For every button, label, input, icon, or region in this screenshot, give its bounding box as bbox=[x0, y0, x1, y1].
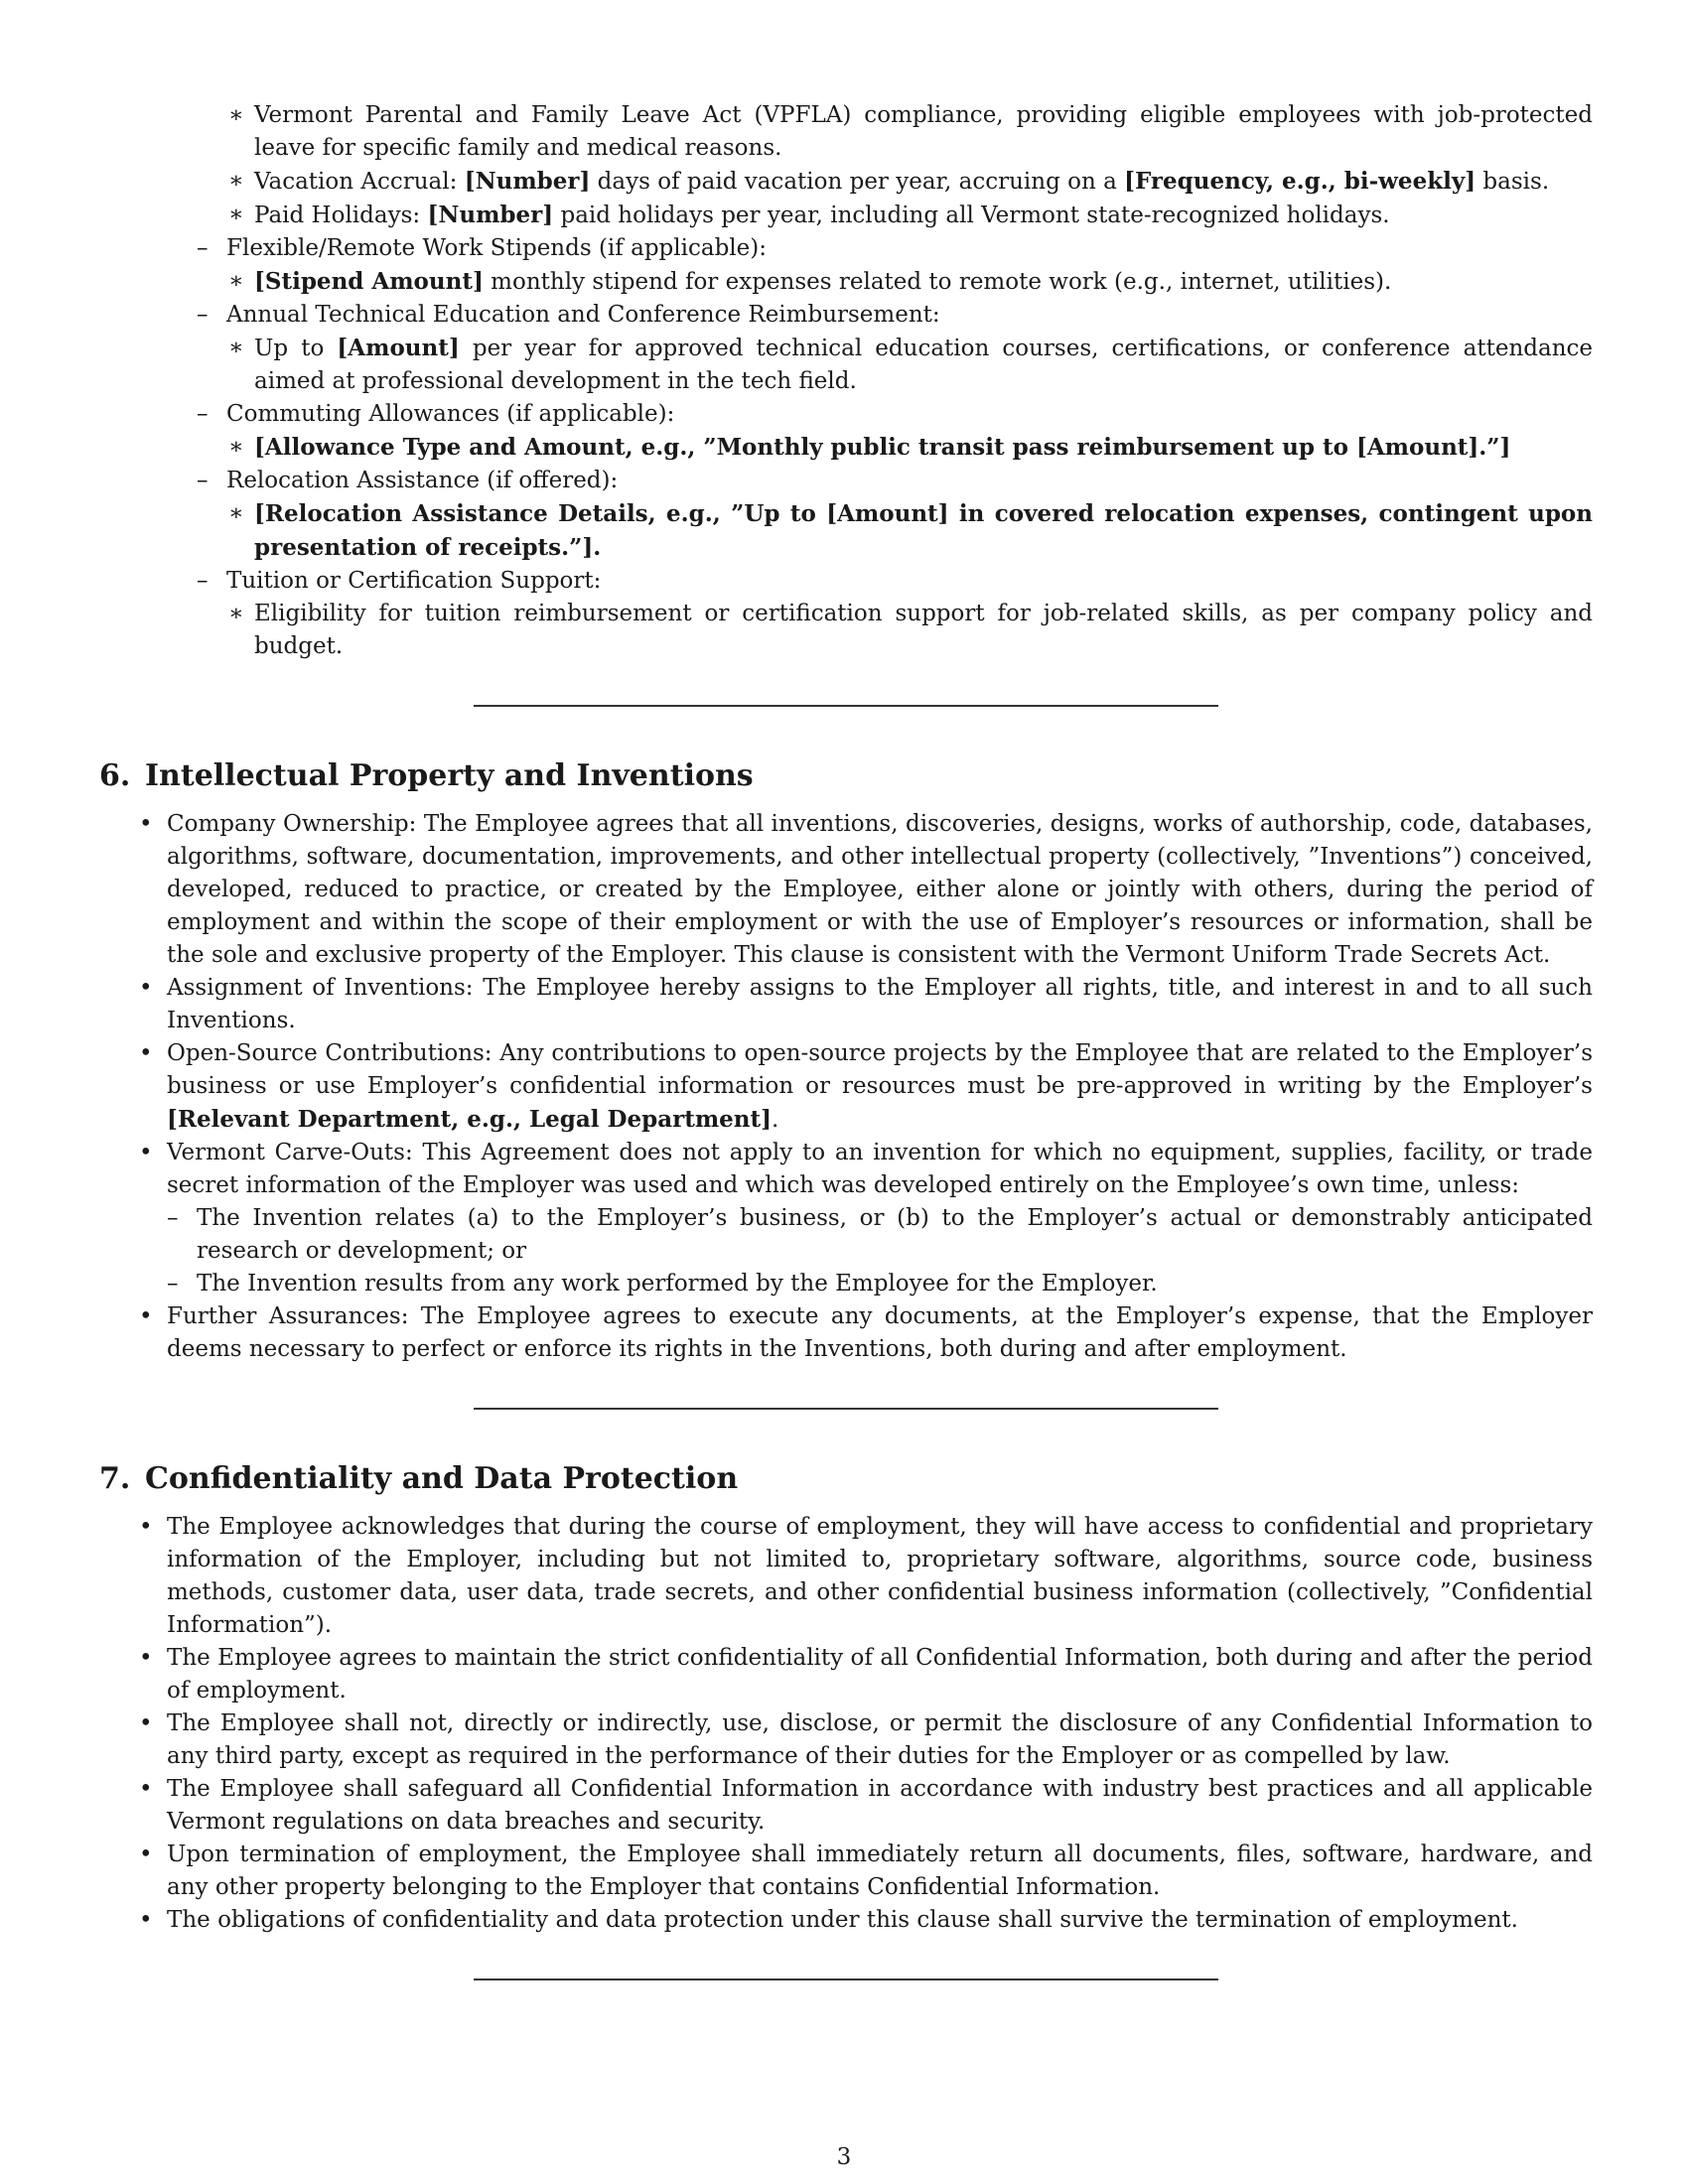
item-text: The Employee acknowledges that during the course of employment, they will have access to confidential and proprietary information of the Employer, including but not limited to, proprietary software, algorithms, source code, business methods, customer data, user data, trade secrets, and other confidential business information (collectively, ”Confidential Information”). bbox=[167, 1514, 1593, 1638]
item-text: The obligations of confidentiality and data protection under this clause shall survive the termination of employment. bbox=[167, 1907, 1518, 1933]
benefit-sublist bbox=[226, 497, 1593, 565]
benefits-list bbox=[197, 99, 1593, 663]
carveout-sublist bbox=[167, 1202, 1593, 1300]
benefit-commuting bbox=[197, 398, 1593, 465]
section-number: 7. bbox=[99, 1461, 131, 1496]
section-divider bbox=[474, 1408, 1218, 1410]
document-body bbox=[99, 99, 1593, 1980]
item-text: The Invention results from any work performed by the Employee for the Employer. bbox=[197, 1271, 1158, 1297]
list-item bbox=[226, 332, 1593, 398]
placeholder-allowance: [Allowance Type and Amount, e.g., ”Monthly public transit pass reimbursement up to [Amount].”] bbox=[254, 434, 1511, 461]
benefit-tuition bbox=[197, 565, 1593, 663]
item-text: The Employee shall not, directly or indirectly, use, disclose, or permit the disclosure of any Confidential Information to any third party, except as required in the performance of their duties for the Employer or as compelled by law. bbox=[167, 1710, 1593, 1769]
item-text: per year for approved technical education courses, certifications, or conference attendance aimed at professional development in the tech field. bbox=[254, 336, 1593, 394]
item-text: . bbox=[772, 1107, 779, 1133]
benefit-heading: Flexible/Remote Work Stipends (if applicable): bbox=[226, 235, 767, 261]
list-item bbox=[99, 972, 1593, 1037]
section-title: Intellectual Property and Inventions bbox=[145, 758, 754, 793]
section-title: Confidentiality and Data Protection bbox=[145, 1461, 739, 1496]
item-text: Eligibility for tuition reimbursement or certification support for job-related skills, as per company policy and budget. bbox=[254, 601, 1593, 659]
list-item bbox=[99, 1642, 1593, 1707]
list-item bbox=[226, 165, 1593, 199]
benefit-sublist bbox=[226, 332, 1593, 398]
placeholder-number: [Number] bbox=[427, 202, 554, 228]
list-item bbox=[99, 1773, 1593, 1839]
benefit-sublist bbox=[226, 431, 1593, 465]
page-number: 3 bbox=[836, 2144, 852, 2170]
benefit-heading: Tuition or Certification Support: bbox=[226, 568, 602, 594]
benefit-sublist bbox=[226, 265, 1593, 299]
item-text: The Invention relates (a) to the Employer’s business, or (b) to the Employer’s actual or demonstrably anticipated research or development; or bbox=[197, 1205, 1593, 1264]
placeholder-department: [Relevant Department, e.g., Legal Department] bbox=[167, 1106, 773, 1133]
item-text: days of paid vacation per year, accruing on a bbox=[590, 169, 1125, 195]
list-item bbox=[226, 497, 1593, 565]
section-number: 6. bbox=[99, 758, 131, 793]
placeholder-relocation: [Relocation Assistance Details, e.g., ”Up to [Amount] in covered relocation expenses, contingent upon presentation of receipts.”]. bbox=[254, 500, 1593, 561]
item-text: Upon termination of employment, the Employee shall immediately return all documents, files, software, hardware, and any other property belonging to the Employer that contains Confidential Information. bbox=[167, 1842, 1593, 1900]
list-item bbox=[99, 1037, 1593, 1137]
list-item bbox=[99, 1300, 1593, 1366]
item-text: Assignment of Inventions: The Employee hereby assigns to the Employer all rights, title, and interest in and to all such Inventions. bbox=[167, 975, 1593, 1033]
benefit-heading: Commuting Allowances (if applicable): bbox=[226, 401, 675, 427]
section-divider bbox=[474, 1979, 1218, 1980]
section-heading bbox=[99, 756, 1593, 796]
list-item bbox=[226, 99, 1593, 165]
list-item bbox=[167, 1202, 1593, 1268]
list-item bbox=[99, 1707, 1593, 1773]
list-item bbox=[226, 199, 1593, 232]
leave-sublist bbox=[226, 99, 1593, 232]
section-heading bbox=[99, 1459, 1593, 1499]
placeholder-amount: [Amount] bbox=[337, 335, 460, 361]
item-text: Up to bbox=[254, 336, 338, 361]
item-text: Vermont Parental and Family Leave Act (VPFLA) compliance, providing eligible employees with job-protected leave for specific family and medical reasons. bbox=[254, 102, 1593, 161]
list-item bbox=[167, 1268, 1593, 1300]
list-item bbox=[226, 265, 1593, 299]
item-text: monthly stipend for expenses related to remote work (e.g., internet, utilities). bbox=[483, 269, 1392, 295]
list-item bbox=[99, 1137, 1593, 1300]
item-text: Vermont Carve-Outs: This Agreement does not apply to an invention for which no equipment, supplies, facility, or trade secret information of the Employer was used and which was developed entirely on the Employee’s own time, unless: bbox=[167, 1140, 1593, 1198]
list-item bbox=[99, 1839, 1593, 1904]
placeholder-number: [Number] bbox=[464, 168, 591, 195]
item-text: paid holidays per year, including all Vermont state-recognized holidays. bbox=[553, 203, 1390, 228]
benefit-heading: Annual Technical Education and Conference Reimbursement: bbox=[226, 302, 940, 328]
benefit-heading: Relocation Assistance (if offered): bbox=[226, 468, 619, 493]
list-item bbox=[226, 598, 1593, 663]
item-text: Company Ownership: The Employee agrees that all inventions, discoveries, designs, works of authorship, code, databases, algorithms, software, documentation, improvements, and other intellectual property (collectively, ”Inventions”) conceived, developed, reduced to practice, or created by the Employee, either alone or jointly with others, during the period of employment and within the scope of their employment or with the use of Employer’s resources or information, shall be the sole and exclusive property of the Employer. This clause is consistent with the Vermont Uniform Trade Secrets Act. bbox=[167, 811, 1593, 968]
benefit-sublist bbox=[226, 598, 1593, 663]
placeholder-stipend: [Stipend Amount] bbox=[254, 268, 484, 295]
item-text: Paid Holidays: bbox=[254, 203, 428, 228]
benefit-remote bbox=[197, 232, 1593, 299]
list-item bbox=[99, 1511, 1593, 1642]
list-item bbox=[99, 1904, 1593, 1937]
item-text: basis. bbox=[1476, 169, 1550, 195]
item-text: The Employee shall safeguard all Confidential Information in accordance with industry best practices and all applicable Vermont regulations on data breaches and security. bbox=[167, 1776, 1593, 1835]
placeholder-frequency: [Frequency, e.g., bi-weekly] bbox=[1124, 168, 1477, 195]
list-item bbox=[99, 808, 1593, 972]
section-list bbox=[99, 808, 1593, 1366]
item-text: Open-Source Contributions: Any contributions to open-source projects by the Employee that are related to the Employer’s business or use Employer’s confidential information or resources must be pre-approved in writing by the Employer’s bbox=[167, 1040, 1593, 1099]
item-text: Further Assurances: The Employee agrees to execute any documents, at the Employer’s expense, that the Employer deems necessary to perfect or enforce its rights in the Inventions, both during and after employment. bbox=[167, 1303, 1593, 1362]
benefit-relocation bbox=[197, 465, 1593, 565]
item-text: Vacation Accrual: bbox=[254, 169, 465, 195]
benefit-education bbox=[197, 299, 1593, 398]
section-list bbox=[99, 1511, 1593, 1937]
item-text: The Employee agrees to maintain the strict confidentiality of all Confidential Information, both during and after the period of employment. bbox=[167, 1645, 1593, 1704]
section-divider bbox=[474, 705, 1218, 707]
leave-items-container bbox=[197, 99, 1593, 232]
list-item bbox=[226, 431, 1593, 465]
